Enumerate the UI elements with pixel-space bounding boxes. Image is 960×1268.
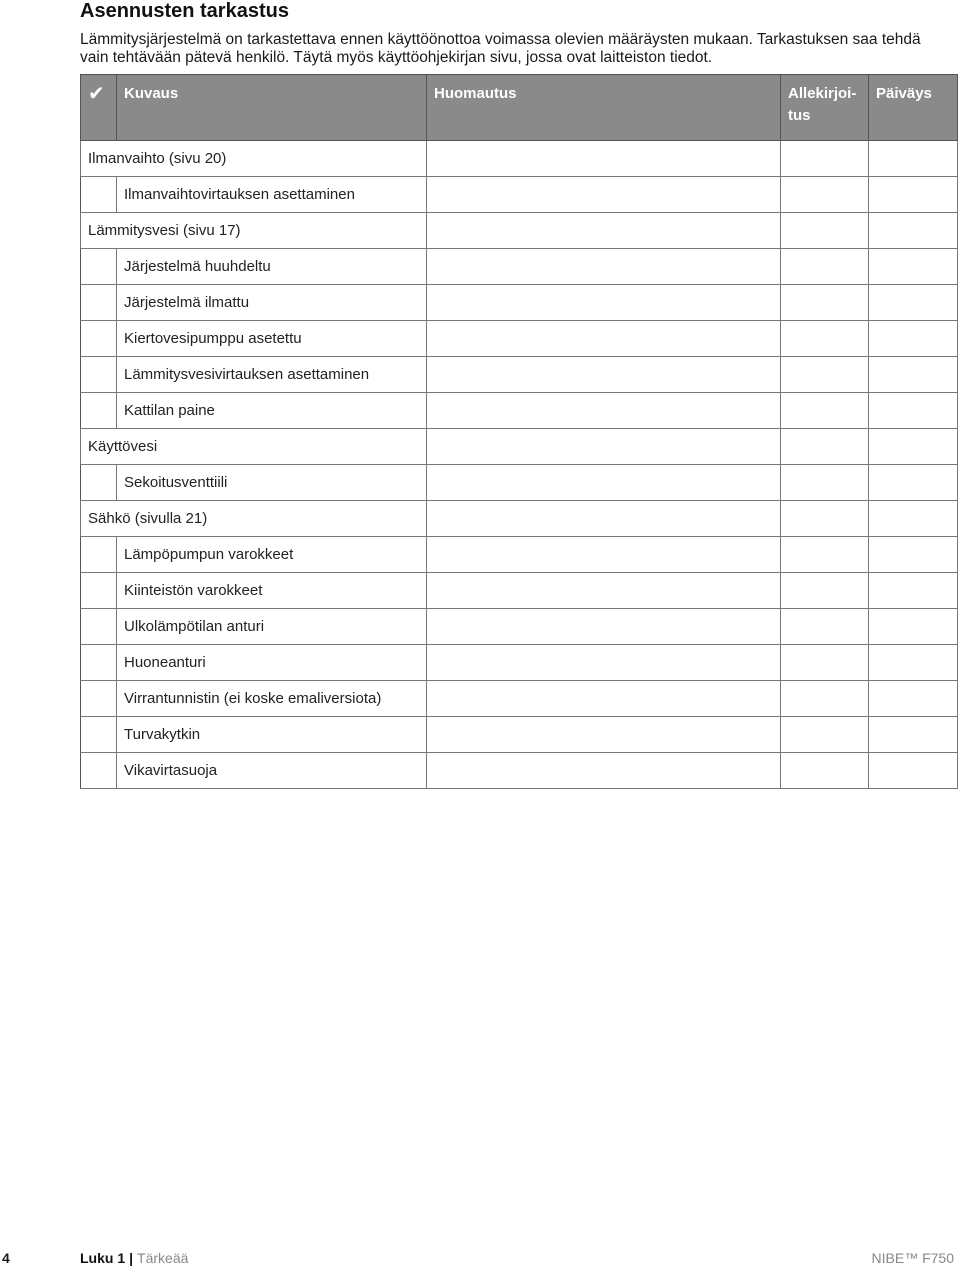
group-label: Sähkö (sivulla 21): [81, 501, 427, 537]
date-cell[interactable]: [869, 141, 958, 177]
check-cell[interactable]: [81, 753, 117, 789]
group-label: Ilmanvaihto (sivu 20): [81, 141, 427, 177]
signature-cell[interactable]: [781, 429, 869, 465]
item-description: Huoneanturi: [117, 645, 427, 681]
date-cell[interactable]: [869, 465, 958, 501]
check-cell[interactable]: [81, 249, 117, 285]
table-group-row: [81, 213, 958, 249]
item-description: Ilmanvaihtovirtauksen asettaminen: [117, 177, 427, 213]
signature-cell[interactable]: [781, 681, 869, 717]
date-cell[interactable]: [869, 429, 958, 465]
signature-cell[interactable]: [781, 141, 869, 177]
note-cell[interactable]: [427, 465, 781, 501]
signature-cell[interactable]: [781, 537, 869, 573]
item-description: Turvakytkin: [117, 717, 427, 753]
item-description: Järjestelmä huuhdeltu: [117, 249, 427, 285]
signature-cell[interactable]: [781, 573, 869, 609]
note-cell[interactable]: [427, 285, 781, 321]
signature-cell[interactable]: [781, 357, 869, 393]
signature-cell[interactable]: [781, 249, 869, 285]
note-cell[interactable]: [427, 537, 781, 573]
date-cell[interactable]: [869, 177, 958, 213]
table-header-row: [81, 75, 958, 141]
item-description: Kiinteistön varokkeet: [117, 573, 427, 609]
note-cell[interactable]: [427, 609, 781, 645]
table-group-row: [81, 141, 958, 177]
page-footer: [0, 1248, 960, 1268]
signature-cell[interactable]: [781, 393, 869, 429]
date-cell[interactable]: [869, 681, 958, 717]
signature-cell[interactable]: [781, 321, 869, 357]
table-row: [81, 717, 958, 753]
table-row: [81, 249, 958, 285]
item-description: Järjestelmä ilmattu: [117, 285, 427, 321]
table-row: [81, 357, 958, 393]
chapter-separator: |: [129, 1250, 134, 1266]
note-cell[interactable]: [427, 393, 781, 429]
signature-cell[interactable]: [781, 285, 869, 321]
date-cell[interactable]: [869, 717, 958, 753]
item-description: Lämpöpumpun varokkeet: [117, 537, 427, 573]
page-title: Asennusten tarkastus: [80, 0, 289, 22]
table-row: [81, 537, 958, 573]
header-allekirjoitus-line-1: Allekirjoi-: [788, 85, 857, 102]
note-cell[interactable]: [427, 501, 781, 537]
date-cell[interactable]: [869, 285, 958, 321]
item-description: Ulkolämpötilan anturi: [117, 609, 427, 645]
item-description: Kiertovesipumppu asetettu: [117, 321, 427, 357]
note-cell[interactable]: [427, 357, 781, 393]
item-description: Sekoitusventtiili: [117, 465, 427, 501]
table-row: [81, 321, 958, 357]
check-cell[interactable]: [81, 177, 117, 213]
note-cell[interactable]: [427, 753, 781, 789]
intro-line-2: vain tehtävään pätevä henkilö. Täytä myös käyttöohjekirjan sivu, jossa ovat laitteiston tiedot.: [80, 49, 713, 66]
check-cell[interactable]: [81, 393, 117, 429]
signature-cell[interactable]: [781, 609, 869, 645]
note-cell[interactable]: [427, 213, 781, 249]
date-cell[interactable]: [869, 393, 958, 429]
date-cell[interactable]: [869, 321, 958, 357]
note-cell[interactable]: [427, 429, 781, 465]
date-cell[interactable]: [869, 249, 958, 285]
note-cell[interactable]: [427, 249, 781, 285]
signature-cell[interactable]: [781, 177, 869, 213]
date-cell[interactable]: [869, 753, 958, 789]
check-cell[interactable]: [81, 537, 117, 573]
note-cell[interactable]: [427, 177, 781, 213]
checkmark-icon: ✔: [81, 75, 117, 141]
intro-text: [80, 31, 960, 67]
check-cell[interactable]: [81, 609, 117, 645]
signature-cell[interactable]: [781, 501, 869, 537]
signature-cell[interactable]: [781, 645, 869, 681]
table-row: [81, 609, 958, 645]
table-row: [81, 177, 958, 213]
date-cell[interactable]: [869, 609, 958, 645]
header-allekirjoitus: [781, 75, 869, 141]
section-name: Tärkeää: [137, 1250, 189, 1266]
signature-cell[interactable]: [781, 213, 869, 249]
item-description: Lämmitysvesivirtauksen asettaminen: [117, 357, 427, 393]
check-cell[interactable]: [81, 321, 117, 357]
item-description: Kattilan paine: [117, 393, 427, 429]
table-group-row: [81, 429, 958, 465]
page-number: 4: [2, 1250, 10, 1266]
date-cell[interactable]: [869, 357, 958, 393]
item-description: Virrantunnistin (ei koske emaliversiota): [117, 681, 427, 717]
table-row: [81, 681, 958, 717]
check-cell[interactable]: [81, 573, 117, 609]
table-row: [81, 573, 958, 609]
product-name: NIBE™ F750: [871, 1250, 954, 1266]
group-label: Lämmitysvesi (sivu 17): [81, 213, 427, 249]
note-cell[interactable]: [427, 321, 781, 357]
check-cell[interactable]: [81, 465, 117, 501]
signature-cell[interactable]: [781, 465, 869, 501]
date-cell[interactable]: [869, 645, 958, 681]
header-paivays: Päiväys: [869, 75, 958, 141]
date-cell[interactable]: [869, 213, 958, 249]
date-cell[interactable]: [869, 537, 958, 573]
check-cell[interactable]: [81, 717, 117, 753]
table-row: [81, 393, 958, 429]
check-cell[interactable]: [81, 285, 117, 321]
note-cell[interactable]: [427, 717, 781, 753]
table-row: [81, 465, 958, 501]
table-row: [81, 753, 958, 789]
table-row: [81, 645, 958, 681]
header-kuvaus: Kuvaus: [117, 75, 427, 141]
check-cell[interactable]: [81, 357, 117, 393]
header-huomautus: Huomautus: [427, 75, 781, 141]
table-group-row: [81, 501, 958, 537]
chapter-label: [80, 1250, 188, 1266]
signature-cell[interactable]: [781, 717, 869, 753]
note-cell[interactable]: [427, 645, 781, 681]
date-cell[interactable]: [869, 501, 958, 537]
header-allekirjoitus-line-2: tus: [788, 107, 811, 124]
chapter-name: Luku 1: [80, 1250, 126, 1266]
item-description: Vikavirtasuoja: [117, 753, 427, 789]
group-label: Käyttövesi: [81, 429, 427, 465]
note-cell[interactable]: [427, 681, 781, 717]
table-row: [81, 285, 958, 321]
date-cell[interactable]: [869, 573, 958, 609]
check-cell[interactable]: [81, 681, 117, 717]
signature-cell[interactable]: [781, 753, 869, 789]
intro-line-1: Lämmitysjärjestelmä on tarkastettava ennen käyttöönottoa voimassa olevien määräysten mukaan. Tarkastuksen saa tehdä: [80, 31, 921, 48]
note-cell[interactable]: [427, 141, 781, 177]
note-cell[interactable]: [427, 573, 781, 609]
check-cell[interactable]: [81, 645, 117, 681]
installation-checklist-table: [80, 74, 958, 789]
